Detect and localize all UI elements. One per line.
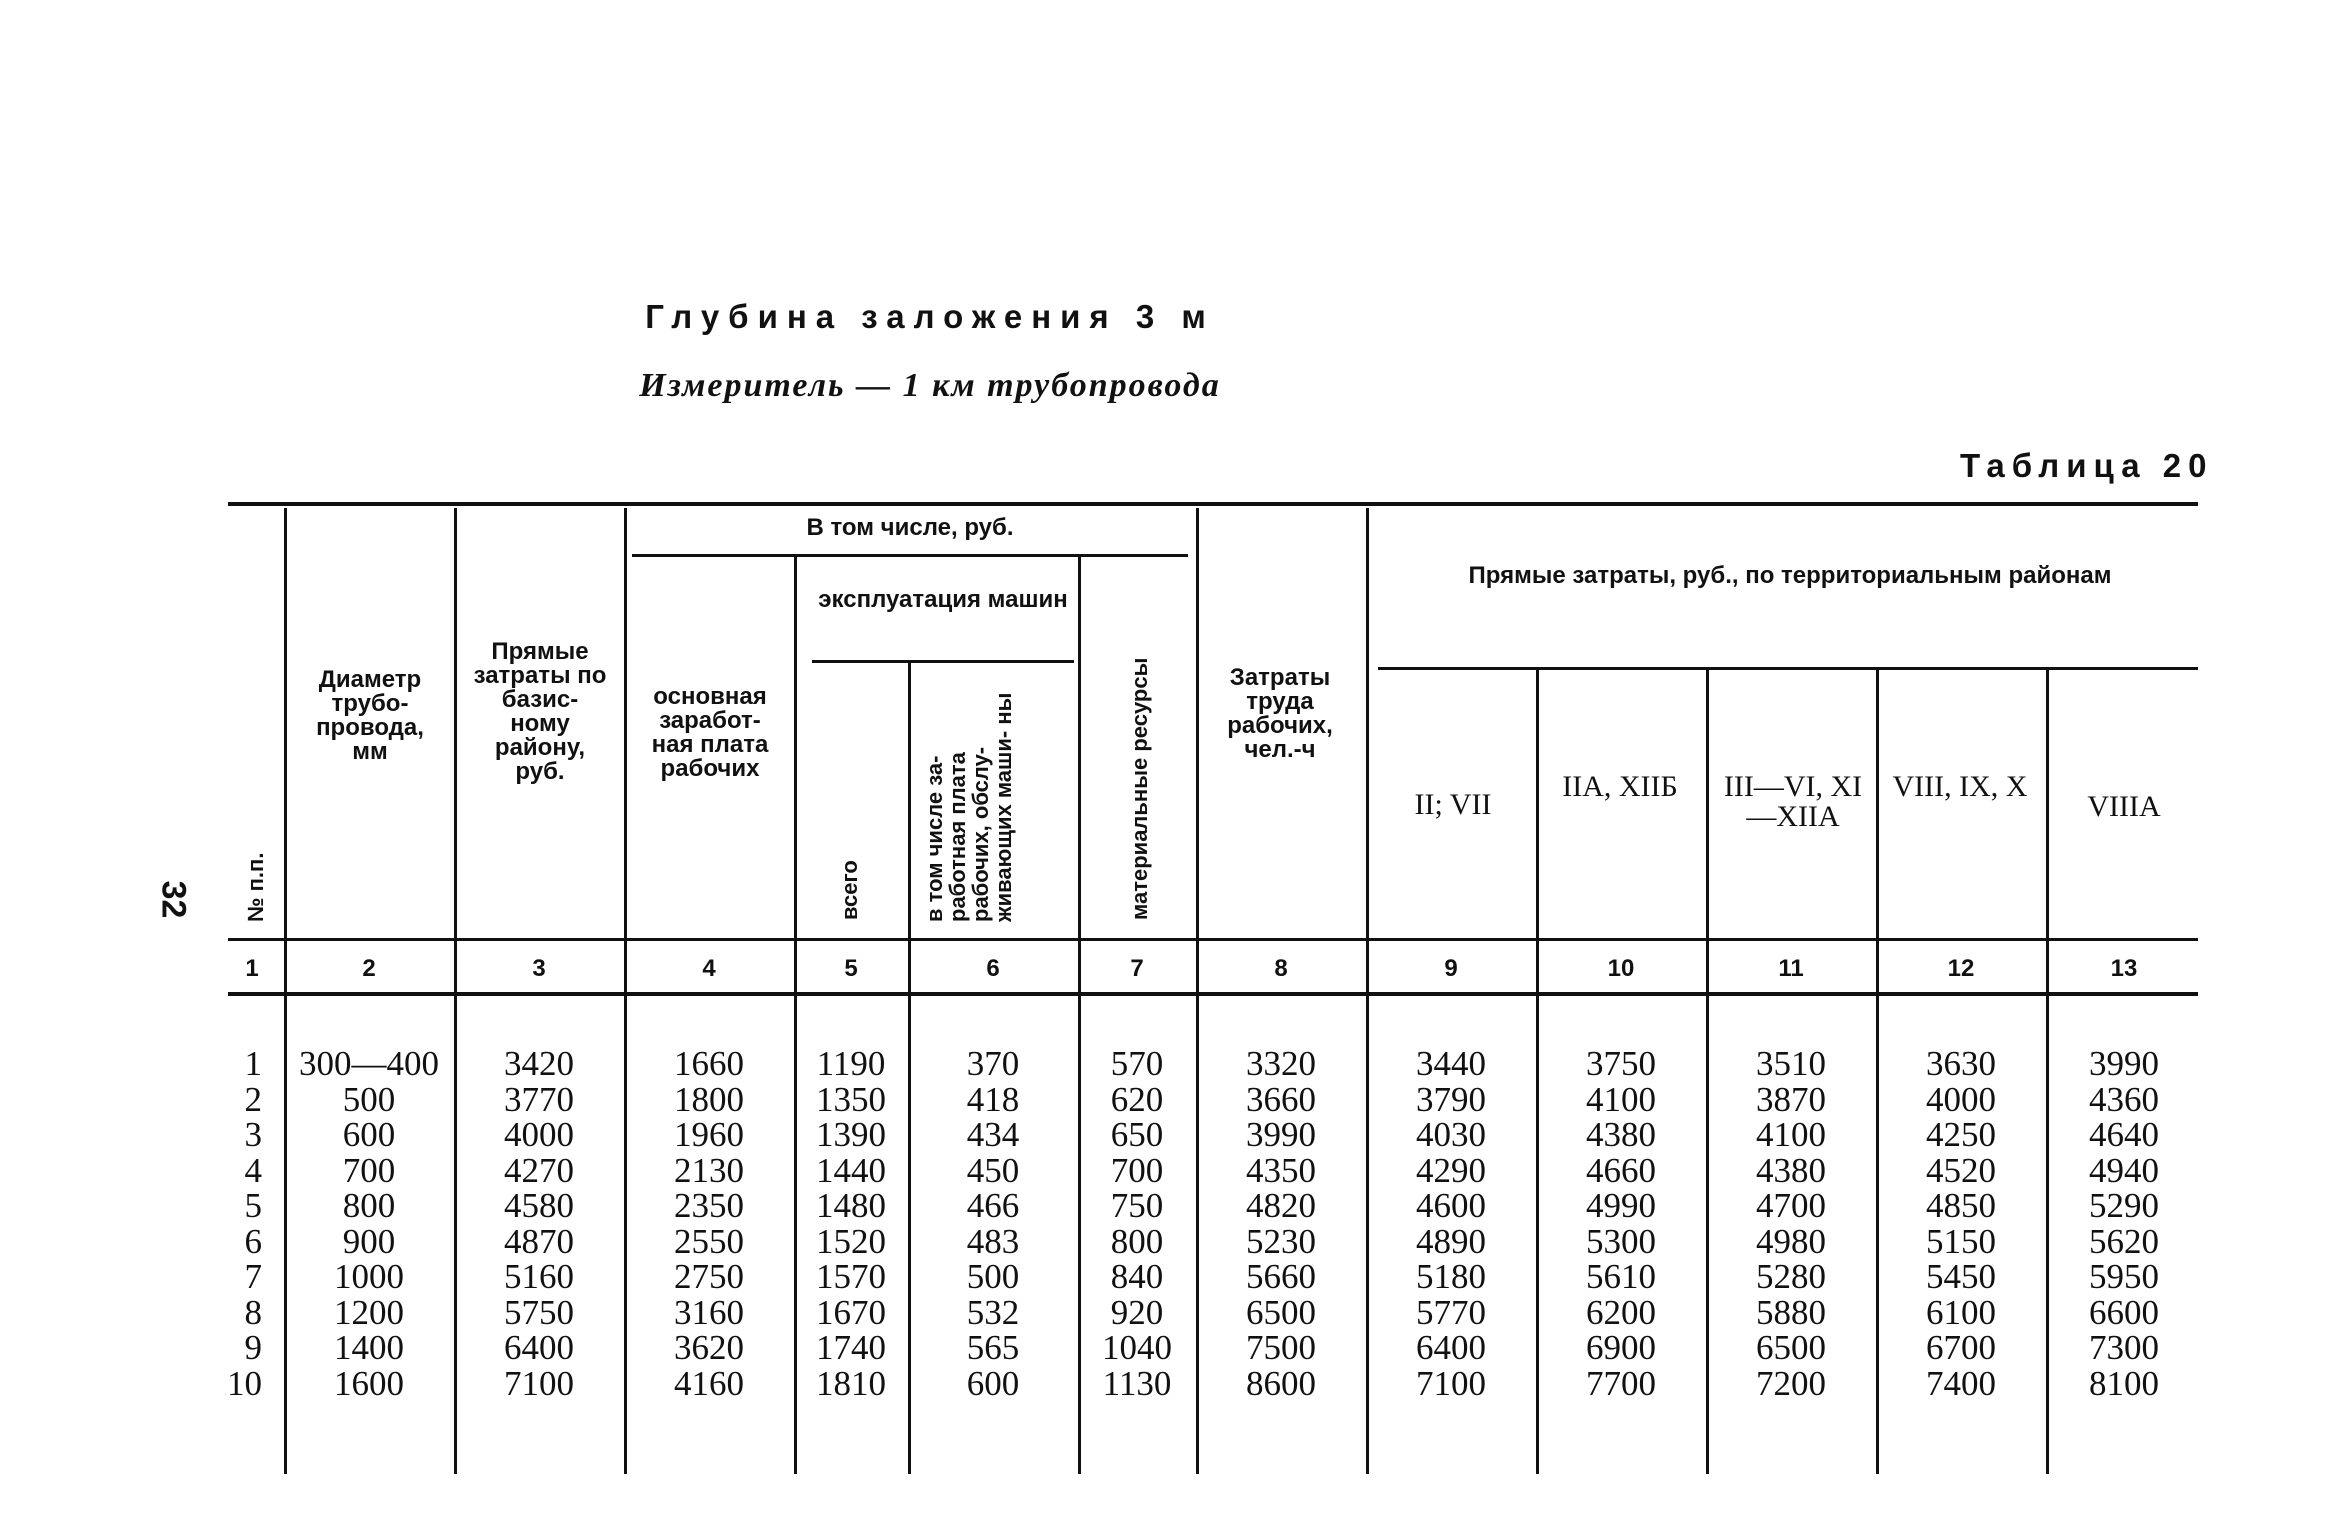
header-region-4: VIII, IX, X bbox=[1892, 770, 2028, 803]
column-number: 11 bbox=[1778, 955, 1804, 982]
table-cell: 800 bbox=[342, 1186, 396, 1225]
table-cell: 1660 bbox=[674, 1044, 744, 1083]
table-cell: 418 bbox=[966, 1079, 1020, 1119]
table-cell: 1390 bbox=[816, 1115, 886, 1154]
table-cell: 5750 bbox=[504, 1292, 574, 1332]
table-cell: 6400 bbox=[1416, 1328, 1486, 1367]
row-number: 5 bbox=[244, 1186, 262, 1225]
table-cell: 1350 bbox=[816, 1079, 886, 1119]
column-number: 5 bbox=[844, 955, 858, 982]
table-cell: 3420 bbox=[504, 1044, 574, 1083]
table-cell: 1740 bbox=[816, 1328, 886, 1367]
table-cell: 1480 bbox=[816, 1186, 886, 1225]
table-cell: 4940 bbox=[2089, 1150, 2159, 1190]
table-cell: 500 bbox=[966, 1257, 1020, 1296]
table-cell: 6500 bbox=[1246, 1292, 1316, 1332]
table-cell: 1440 bbox=[816, 1150, 886, 1190]
table-title: Глубина заложения 3 м bbox=[645, 298, 1215, 335]
table-cell: 466 bbox=[966, 1186, 1020, 1225]
table-cell: 483 bbox=[966, 1221, 1020, 1261]
table-cell: 1800 bbox=[674, 1079, 744, 1119]
column-number: 8 bbox=[1274, 955, 1288, 982]
header-region-1: II; VII bbox=[1414, 788, 1492, 821]
table-cell: 5300 bbox=[1586, 1221, 1656, 1261]
table-cell: 4660 bbox=[1586, 1150, 1656, 1190]
table-cell: 3750 bbox=[1586, 1044, 1656, 1083]
row-number: 10 bbox=[227, 1363, 262, 1403]
table-cell: 6400 bbox=[504, 1328, 574, 1367]
table-cell: 4380 bbox=[1756, 1150, 1826, 1190]
header-labor: Затраты труда рабочих, чел.-ч bbox=[1227, 664, 1333, 763]
table-cell: 840 bbox=[1110, 1257, 1164, 1296]
table-cell: 7200 bbox=[1756, 1363, 1826, 1403]
table-cell: 1400 bbox=[334, 1328, 404, 1367]
table-label: Таблица 20 bbox=[1960, 447, 2214, 484]
table-subtitle: Измеритель — 1 км трубопровода bbox=[639, 367, 1221, 404]
row-number: 9 bbox=[244, 1328, 262, 1367]
row-number: 6 bbox=[244, 1221, 262, 1261]
table-cell: 2130 bbox=[674, 1150, 744, 1190]
header-diameter: Диаметр трубо- провода, мм bbox=[316, 666, 424, 765]
table-cell: 4360 bbox=[2089, 1079, 2159, 1119]
row-number: 7 bbox=[244, 1257, 262, 1296]
table-cell: 5150 bbox=[1926, 1221, 1996, 1261]
table-cell: 434 bbox=[966, 1115, 1020, 1154]
table-cell: 3510 bbox=[1756, 1044, 1826, 1083]
column-number: 13 bbox=[2110, 955, 2138, 982]
table-cell: 7700 bbox=[1586, 1363, 1656, 1403]
table-cell: 4520 bbox=[1926, 1150, 1996, 1190]
table-cell: 3770 bbox=[504, 1079, 574, 1119]
row-number: 8 bbox=[244, 1292, 262, 1332]
table-cell: 3320 bbox=[1246, 1044, 1316, 1083]
table-cell: 6900 bbox=[1586, 1328, 1656, 1367]
table-cell: 3630 bbox=[1926, 1044, 1996, 1083]
table-cell: 5450 bbox=[1926, 1257, 1996, 1296]
table-cell: 5290 bbox=[2089, 1186, 2159, 1225]
table-cell: 450 bbox=[966, 1150, 1020, 1190]
table-cell: 920 bbox=[1110, 1292, 1164, 1332]
table-cell: 1960 bbox=[674, 1115, 744, 1154]
table-cell: 4000 bbox=[504, 1115, 574, 1154]
including-underline bbox=[632, 554, 1188, 557]
table-cell: 5230 bbox=[1246, 1221, 1316, 1261]
table-cell: 300—400 bbox=[299, 1044, 439, 1083]
table-cell: 5180 bbox=[1416, 1257, 1486, 1296]
column-number: 12 bbox=[1947, 955, 1975, 982]
table-cell: 6200 bbox=[1586, 1292, 1656, 1332]
table-cell: 700 bbox=[342, 1150, 396, 1190]
header-region-5: VIIIА bbox=[2087, 790, 2161, 823]
table-cell: 1200 bbox=[334, 1292, 404, 1332]
table-cell: 7100 bbox=[504, 1363, 574, 1403]
header-num: № п.п. bbox=[243, 852, 268, 922]
row-number: 3 bbox=[244, 1115, 262, 1154]
table-cell: 4890 bbox=[1416, 1221, 1486, 1261]
table-cell: 6500 bbox=[1756, 1328, 1826, 1367]
table-cell: 3990 bbox=[2089, 1044, 2159, 1083]
table-cell: 600 bbox=[342, 1115, 396, 1154]
table-cell: 6700 bbox=[1926, 1328, 1996, 1367]
table-cell: 650 bbox=[1110, 1115, 1164, 1154]
header-wage: основная заработ- ная плата рабочих bbox=[651, 683, 769, 782]
table-cell: 5660 bbox=[1246, 1257, 1316, 1296]
table-cell: 4870 bbox=[504, 1221, 574, 1261]
table-cell: 4700 bbox=[1756, 1186, 1826, 1225]
header-region-3: III—VI, XI—XIIА bbox=[1723, 770, 1863, 833]
table-cell: 620 bbox=[1110, 1079, 1164, 1119]
table-cell: 4270 bbox=[504, 1150, 574, 1190]
table-cell: 7500 bbox=[1246, 1328, 1316, 1367]
column-number: 4 bbox=[702, 955, 716, 982]
table-cell: 1570 bbox=[816, 1257, 886, 1296]
table-cell: 370 bbox=[966, 1044, 1020, 1083]
header-including: В том числе, руб. bbox=[806, 514, 1014, 541]
table-cell: 700 bbox=[1110, 1150, 1164, 1190]
table-cell: 5160 bbox=[504, 1257, 574, 1296]
table-cell: 4580 bbox=[504, 1186, 574, 1225]
table-cell: 3440 bbox=[1416, 1044, 1486, 1083]
table-cell: 8600 bbox=[1246, 1363, 1316, 1403]
table-top-rule bbox=[228, 502, 2198, 506]
table-cell: 4000 bbox=[1926, 1079, 1996, 1119]
table-cell: 6600 bbox=[2089, 1292, 2159, 1332]
header-direct-base: Прямые затраты по базис- ному району, руб. bbox=[473, 638, 607, 785]
table-cell: 4160 bbox=[674, 1363, 744, 1403]
table-cell: 2550 bbox=[674, 1221, 744, 1261]
header-bottom-rule bbox=[228, 938, 2198, 941]
column-number: 7 bbox=[1130, 955, 1144, 982]
table-cell: 2350 bbox=[674, 1186, 744, 1225]
row-number: 1 bbox=[244, 1044, 262, 1083]
table-cell: 1130 bbox=[1102, 1363, 1172, 1403]
header-region-2: IIА, XIIБ bbox=[1562, 770, 1678, 803]
column-numbers-rule bbox=[228, 992, 2198, 996]
table-cell: 4990 bbox=[1586, 1186, 1656, 1225]
table-cell: 3870 bbox=[1756, 1079, 1826, 1119]
table-cell: 3660 bbox=[1246, 1079, 1316, 1119]
page-number: 32 bbox=[154, 880, 193, 919]
table-cell: 4850 bbox=[1926, 1186, 1996, 1225]
table-cell: 750 bbox=[1110, 1186, 1164, 1225]
table-cell: 4030 bbox=[1416, 1115, 1486, 1154]
column-number: 6 bbox=[986, 955, 1000, 982]
table-cell: 1190 bbox=[816, 1044, 886, 1083]
table-cell: 532 bbox=[966, 1292, 1020, 1332]
table-cell: 1810 bbox=[816, 1363, 886, 1403]
header-machines-wage: в том числе за- работная плата рабочих, обслу- живающих маши- ны bbox=[922, 692, 1016, 922]
table-cell: 4600 bbox=[1416, 1186, 1486, 1225]
table-cell: 4290 bbox=[1416, 1150, 1486, 1190]
table-cell: 3790 bbox=[1416, 1079, 1486, 1119]
table-cell: 4380 bbox=[1586, 1115, 1656, 1154]
table-cell: 7300 bbox=[2089, 1328, 2159, 1367]
table-cell: 1600 bbox=[334, 1363, 404, 1403]
table-cell: 4100 bbox=[1756, 1115, 1826, 1154]
table-cell: 570 bbox=[1110, 1044, 1164, 1083]
column-number: 10 bbox=[1607, 955, 1635, 982]
table-cell: 1670 bbox=[816, 1292, 886, 1332]
table-cell: 4350 bbox=[1246, 1150, 1316, 1190]
column-number: 9 bbox=[1444, 955, 1458, 982]
table-cell: 900 bbox=[342, 1221, 396, 1261]
table-cell: 5280 bbox=[1756, 1257, 1826, 1296]
table-cell: 5770 bbox=[1416, 1292, 1486, 1332]
table-cell: 4100 bbox=[1586, 1079, 1656, 1119]
table-cell: 1000 bbox=[334, 1257, 404, 1296]
table-cell: 500 bbox=[342, 1079, 396, 1119]
table-cell: 5950 bbox=[2089, 1257, 2159, 1296]
column-number: 2 bbox=[362, 955, 376, 982]
table-cell: 600 bbox=[966, 1363, 1020, 1403]
table-cell: 565 bbox=[966, 1328, 1020, 1367]
row-number: 4 bbox=[244, 1150, 262, 1190]
header-regional: Прямые затраты, руб., по территориальным районам bbox=[1468, 562, 2112, 589]
table-cell: 8100 bbox=[2089, 1363, 2159, 1403]
table-cell: 4820 bbox=[1246, 1186, 1316, 1225]
table-cell: 2750 bbox=[674, 1257, 744, 1296]
table-cell: 5610 bbox=[1586, 1257, 1656, 1296]
table-cell: 3620 bbox=[674, 1328, 744, 1367]
regional-underline bbox=[1378, 667, 2198, 670]
column-number: 1 bbox=[245, 955, 259, 982]
table-cell: 800 bbox=[1110, 1221, 1164, 1261]
table-cell: 6100 bbox=[1926, 1292, 1996, 1332]
table-cell: 4980 bbox=[1756, 1221, 1826, 1261]
column-number: 3 bbox=[532, 955, 546, 982]
table-cell: 7400 bbox=[1926, 1363, 1996, 1403]
table-cell: 4250 bbox=[1926, 1115, 1996, 1154]
table-cell: 4640 bbox=[2089, 1115, 2159, 1154]
header-machines: эксплуатация машин bbox=[818, 586, 1068, 613]
table-cell: 5880 bbox=[1756, 1292, 1826, 1332]
table-cell: 3990 bbox=[1246, 1115, 1316, 1154]
header-machines-total: всего bbox=[837, 860, 862, 920]
header-materials: материальные ресурсы bbox=[1127, 657, 1152, 920]
table-cell: 7100 bbox=[1416, 1363, 1486, 1403]
row-number: 2 bbox=[244, 1079, 262, 1119]
table-cell: 1520 bbox=[816, 1221, 886, 1261]
table-cell: 1040 bbox=[1102, 1328, 1172, 1367]
table-cell: 5620 bbox=[2089, 1221, 2159, 1261]
table-cell: 3160 bbox=[674, 1292, 744, 1332]
